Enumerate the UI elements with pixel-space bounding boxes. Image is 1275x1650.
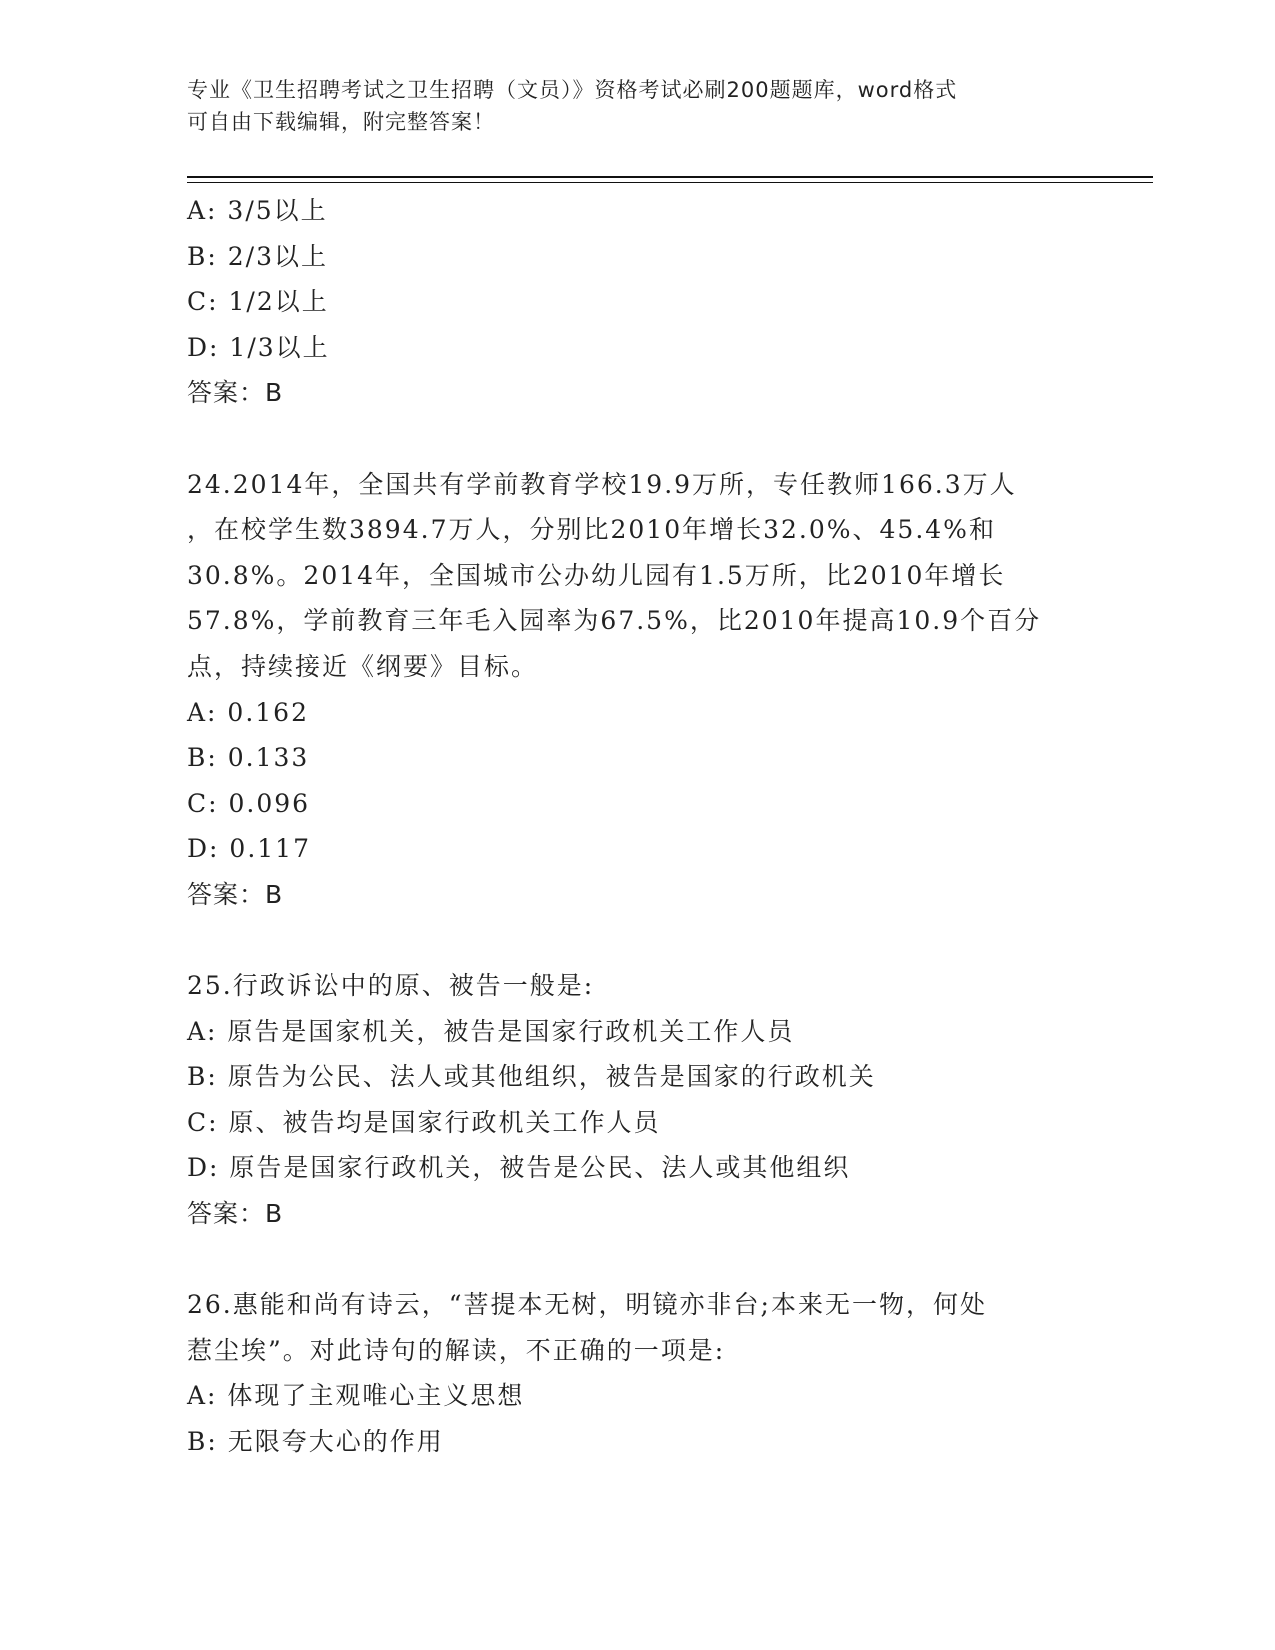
question-stem-line: ，在校学生数3894.7万人，分别比2010年增长32.0%、45.4%和: [187, 515, 996, 545]
option-d: D: 原告是国家行政机关，被告是公民、法人或其他组织: [187, 1153, 851, 1183]
spacer: [187, 416, 1087, 462]
question-stem-line: 惹尘埃”。对此诗句的解读，不正确的一项是:: [187, 1335, 726, 1365]
option-d: D: 0.117: [187, 834, 311, 864]
question-stem-line: 25.行政诉讼中的原、被告一般是:: [187, 971, 595, 1001]
question-stem-line: 26.惠能和尚有诗云，“菩提本无树，明镜亦非台;本来无一物，何处: [187, 1290, 987, 1320]
option-b: B: 2/3以上: [187, 241, 328, 271]
option-d: D: 1/3以上: [187, 332, 330, 362]
question-stem-line: 57.8%，学前教育三年毛入园率为67.5%，比2010年提高10.9个百分: [187, 606, 1042, 636]
document-body: [187, 188, 1087, 1465]
header-divider-thin: [187, 182, 1153, 183]
question-stem-line: 24.2014年，全国共有学前教育学校19.9万所，专任教师166.3万人: [187, 469, 1017, 499]
document-header: [187, 74, 1067, 138]
option-b: B: 0.133: [187, 743, 310, 773]
spacer: [187, 1237, 1087, 1283]
option-a: A: 原告是国家机关，被告是国家行政机关工作人员: [187, 1016, 795, 1046]
answer: 答案：B: [187, 378, 284, 408]
answer: 答案：B: [187, 1199, 284, 1229]
question-26: [187, 1282, 1087, 1464]
option-a: A: 3/5以上: [187, 196, 328, 225]
header-line-2: 可自由下载编辑，附完整答案！: [187, 110, 495, 134]
option-b: B: 原告为公民、法人或其他组织，被告是国家的行政机关: [187, 1062, 876, 1092]
option-a: A: 0.162: [187, 697, 309, 727]
answer: 答案：B: [187, 879, 284, 909]
spacer: [187, 918, 1087, 964]
option-a: A: 体现了主观唯心主义思想: [187, 1381, 525, 1411]
option-c: C: 1/2以上: [187, 287, 329, 317]
question-stem-line: 30.8%。2014年，全国城市公办幼儿园有1.5万所，比2010年增长: [187, 560, 1006, 590]
header-divider-thick: [187, 176, 1153, 178]
option-c: C: 0.096: [187, 788, 311, 818]
question-23: [187, 188, 1087, 416]
option-b: B: 无限夸大心的作用: [187, 1427, 444, 1457]
question-24: [187, 462, 1087, 918]
option-c: C: 原、被告均是国家行政机关工作人员: [187, 1107, 661, 1137]
header-line-1: 专业《卫生招聘考试之卫生招聘（文员）》资格考试必刷200题题库，word格式: [187, 78, 958, 102]
question-25: [187, 963, 1087, 1237]
question-stem-line: 点，持续接近《纲要》目标。: [187, 651, 539, 681]
